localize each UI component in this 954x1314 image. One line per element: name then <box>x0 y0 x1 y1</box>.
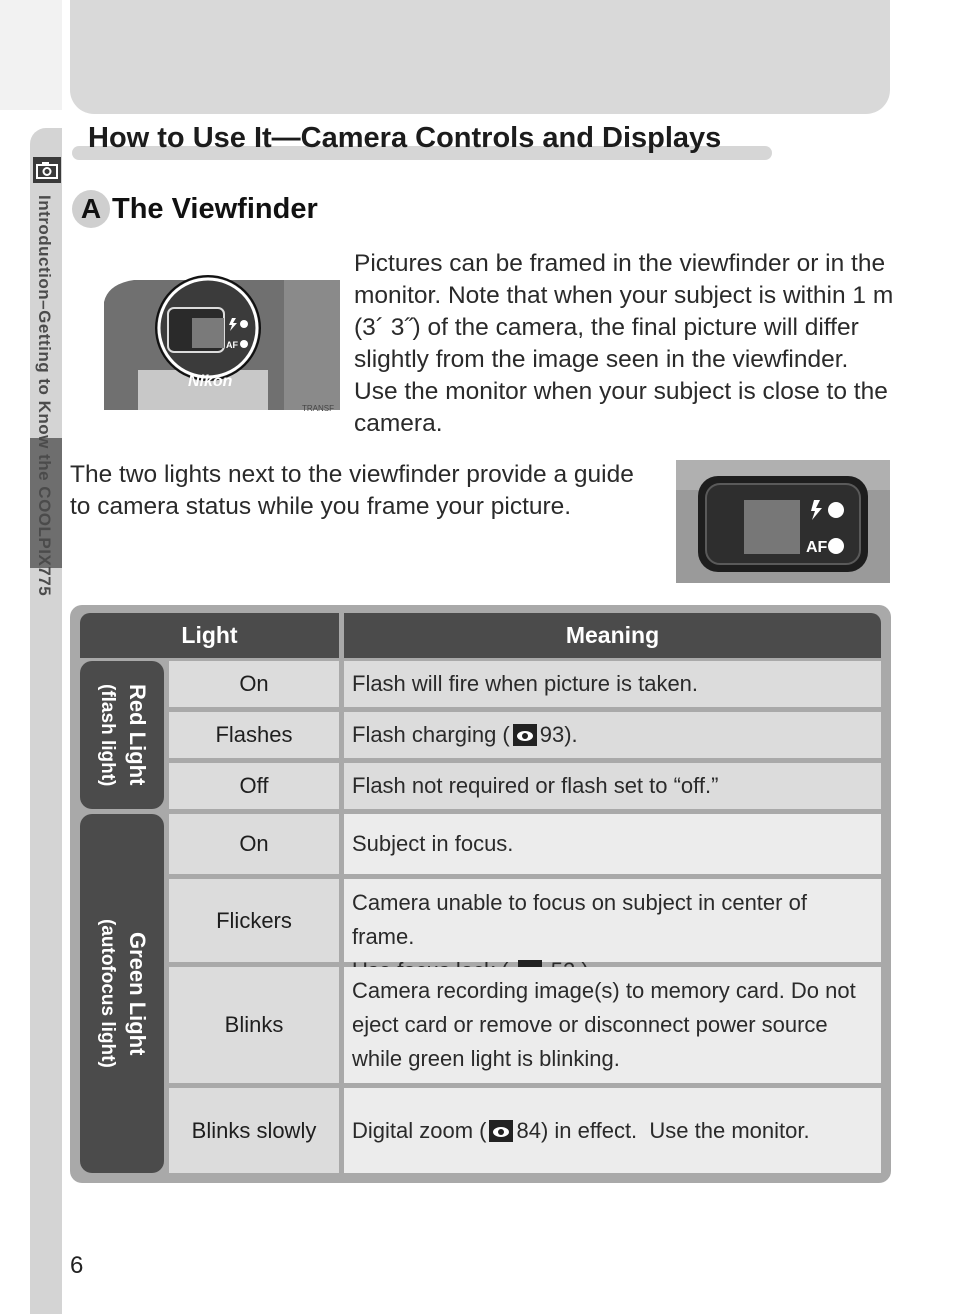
meaning-cell <box>344 1088 881 1173</box>
camera-partial-label: TRANSF <box>302 404 334 412</box>
af-label-small: AF <box>226 340 238 350</box>
intro-paragraph: Pictures can be framed in the viewfinder or in the monitor. Note that when your subject is within 1 m (3´ 3˝) of the camera, the final picture will differ slightly from the image seen in the viewfinder. Use the monitor when your subject is close to the camera. <box>354 250 894 437</box>
green-light-sublabel: (autofocus light) <box>97 919 118 1068</box>
section-side-label: Introduction–Getting to Know the COOLPIX775 <box>35 195 54 597</box>
meaning-cell <box>344 712 881 758</box>
lights-paragraph: The two lights next to the viewfinder provide a guide to camera status while you frame your picture. <box>70 461 634 520</box>
page-number: 6 <box>70 1252 84 1279</box>
meaning-cell: Subject in focus. <box>344 814 881 874</box>
red-light-sublabel: (flash light) <box>97 683 118 787</box>
header-band <box>70 0 890 114</box>
meaning-text: Camera unable to focus on subject in center of frame. <box>352 890 807 949</box>
lights-table <box>70 605 891 1183</box>
page-reference-number: 93 <box>539 722 565 747</box>
header-light: Light <box>80 613 339 658</box>
page-reference-number: 84 <box>516 1117 541 1143</box>
green-light-label: Green Light <box>125 931 150 1056</box>
page-reference-icon <box>513 724 537 746</box>
header-meaning: Meaning <box>344 613 881 658</box>
camera-icon <box>33 157 61 183</box>
state-cell: Blinks slowly <box>169 1088 339 1173</box>
red-light-group <box>80 661 164 809</box>
page-title-block <box>72 122 721 155</box>
page-title: How to Use It—Camera Controls and Displays <box>88 122 722 154</box>
meaning-text: Digital zoom ( <box>352 1117 487 1143</box>
section-title: The Viewfinder <box>112 193 318 225</box>
state-cell: On <box>169 661 339 707</box>
meaning-cell: Camera recording image(s) to memory card. Do not eject card or remove or disconnect power source while green light is blinking. <box>344 967 881 1083</box>
red-light-label: Red Light <box>125 684 150 786</box>
state-cell: Blinks <box>169 967 339 1083</box>
af-label: AF <box>806 539 828 556</box>
meaning-text: ). <box>564 722 578 747</box>
page-reference-icon <box>489 1120 513 1142</box>
state-cell: Off <box>169 763 339 809</box>
state-cell: On <box>169 814 339 874</box>
viewfinder-photo <box>676 460 890 583</box>
state-cell: Flickers <box>169 879 339 962</box>
green-light-group <box>80 814 164 1173</box>
section-badge: A <box>72 190 110 228</box>
meaning-cell: Flash not required or flash set to “off.” <box>344 763 881 809</box>
meaning-text: Flash charging ( <box>352 722 510 747</box>
meaning-cell: Flash will fire when picture is taken. <box>344 661 881 707</box>
meaning-cell <box>344 879 881 962</box>
state-cell: Flashes <box>169 712 339 758</box>
meaning-text: ) in effect. Use the monitor. <box>540 1117 810 1143</box>
camera-back-illustration <box>104 262 340 412</box>
brand-logo: Nikon <box>188 373 233 390</box>
